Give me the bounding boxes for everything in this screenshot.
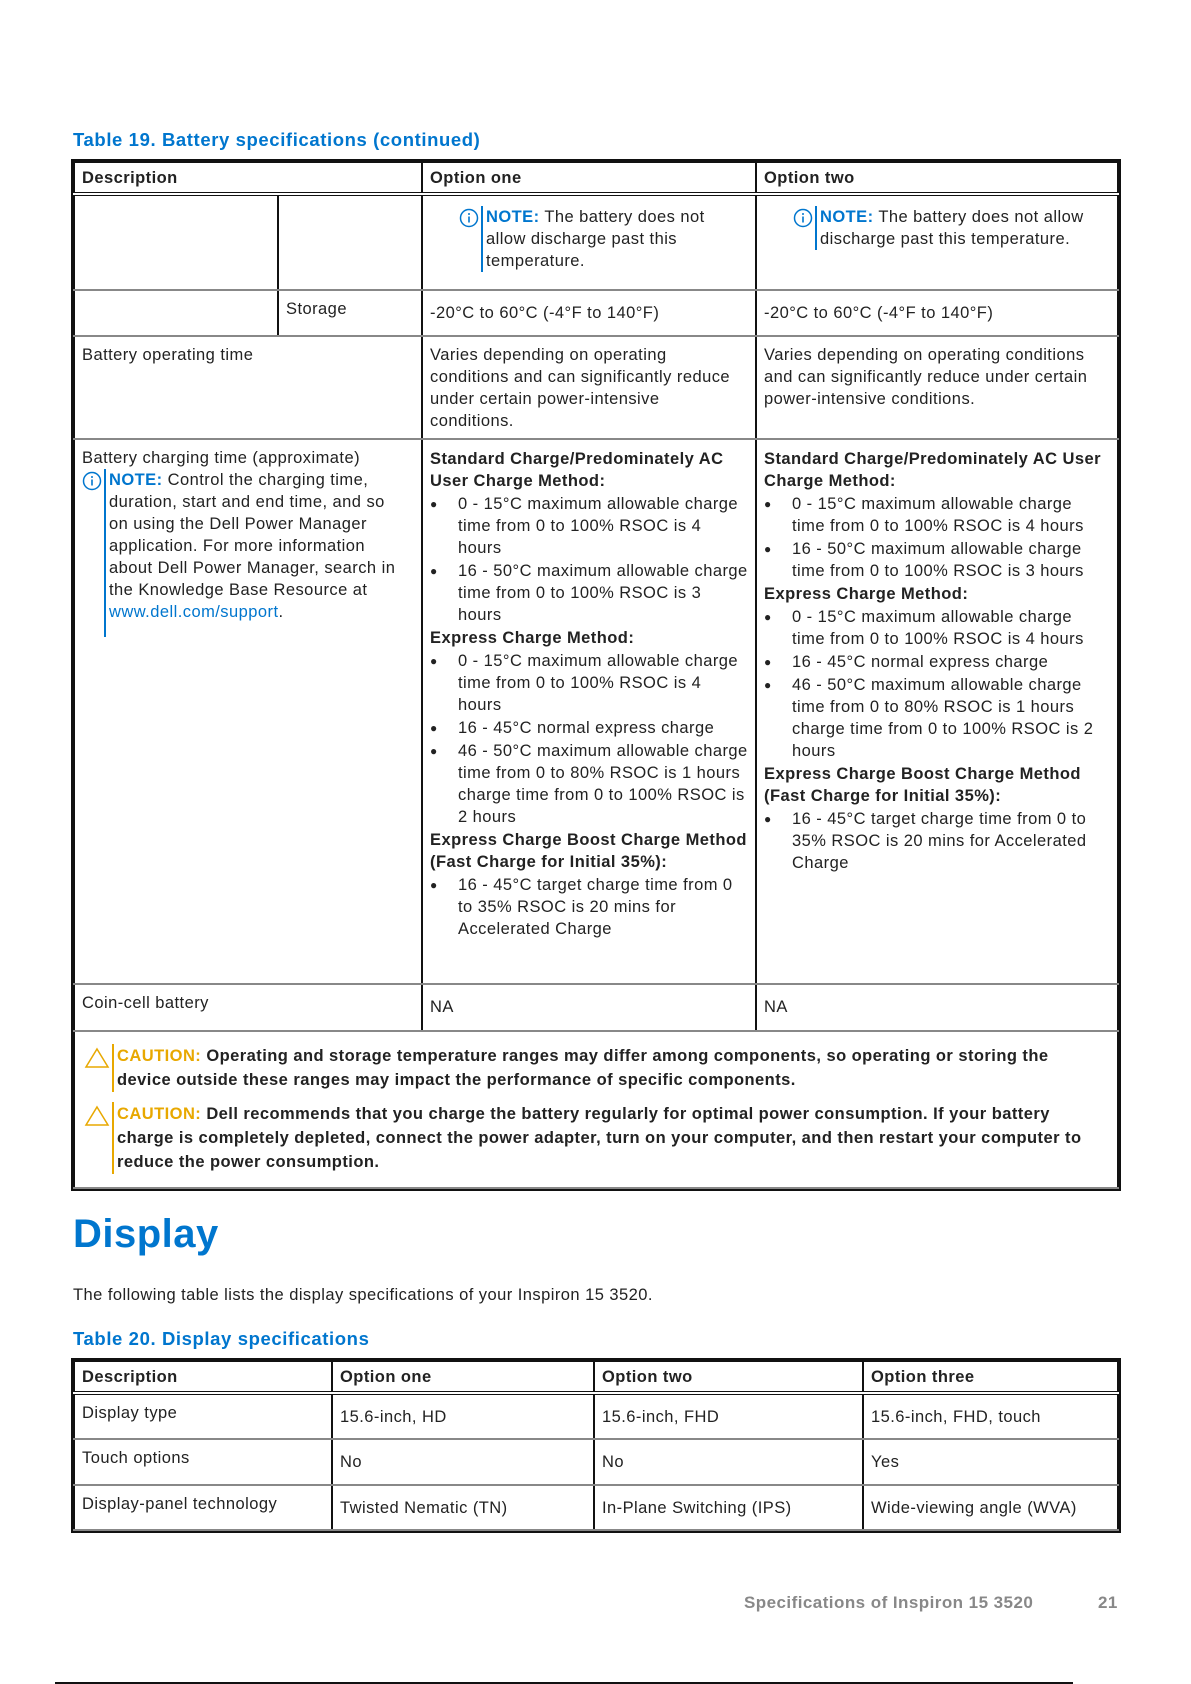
charging-time-label: Battery charging time (approximate) xyxy=(82,449,361,467)
info-icon xyxy=(82,471,104,497)
coin-cell-option-two: NA xyxy=(756,984,1118,1031)
express-charge-list xyxy=(430,650,748,828)
info-icon xyxy=(459,208,481,234)
note-option-two xyxy=(793,206,1110,250)
caution-2 xyxy=(79,1092,1107,1174)
caution-label: CAUTION: xyxy=(117,1105,202,1123)
boost-charge-heading: Express Charge Boost Charge Method (Fast Charge for Initial 35%): xyxy=(764,765,1081,805)
standard-charge-heading: Standard Charge/Predominately AC User Charge Method: xyxy=(430,450,724,490)
coin-cell-label: Coin-cell battery xyxy=(74,984,422,1031)
note-cell xyxy=(422,194,756,290)
header-description: Description xyxy=(74,162,422,194)
cell-value: Twisted Nematic (TN) xyxy=(332,1485,594,1530)
express-charge-heading: Express Charge Method: xyxy=(430,629,635,647)
list-item: ● 46 - 50°C maximum allowable charge time from 0 to 80% RSOC is 1 hours charge time from 0 to 100% RSOC is 2 hours xyxy=(430,740,748,828)
list-item: ● 46 - 50°C maximum allowable charge time from 0 to 80% RSOC is 1 hours charge time from 0 to 100% RSOC is 2 hours xyxy=(764,674,1110,762)
table-row xyxy=(74,1485,1118,1530)
note-cell xyxy=(756,194,1118,290)
warning-triangle-icon xyxy=(84,1105,112,1133)
table-row xyxy=(74,336,1118,439)
table20-caption: Table 20. Display specifications xyxy=(73,1328,370,1349)
coin-cell-option-one: NA xyxy=(422,984,756,1031)
cell-value: No xyxy=(332,1439,594,1485)
display-heading: Display xyxy=(73,1212,219,1256)
note-text: The battery does not allow discharge past this temperature. xyxy=(820,208,1084,248)
note-end: . xyxy=(278,603,284,621)
list-item: ● 0 - 15°C maximum allowable charge time from 0 to 100% RSOC is 4 hours xyxy=(430,493,748,559)
header-option-two: Option two xyxy=(756,162,1118,194)
note-option-one xyxy=(459,206,748,272)
list-item: ● 0 - 15°C maximum allowable charge time from 0 to 100% RSOC is 4 hours xyxy=(430,650,748,716)
page-number: 21 xyxy=(1098,1593,1118,1612)
cell-value: 15.6-inch, FHD, touch xyxy=(863,1393,1118,1439)
info-icon xyxy=(793,208,815,234)
charging-note xyxy=(82,469,414,637)
list-item: ● 16 - 45°C normal express charge xyxy=(764,651,1110,673)
cell-value: 15.6-inch, HD xyxy=(332,1393,594,1439)
list-item: ● 16 - 45°C target charge time from 0 to 35% RSOC is 20 mins for Accelerated Charge xyxy=(430,874,748,940)
boost-charge-list xyxy=(764,808,1110,874)
header-option-two: Option two xyxy=(594,1361,863,1393)
list-item: ● 16 - 50°C maximum allowable charge time from 0 to 100% RSOC is 3 hours xyxy=(764,538,1110,582)
caution-text: Operating and storage temperature ranges may differ among components, so operating or storing the device outside these ranges may impact the performance of specific components. xyxy=(117,1047,1049,1089)
storage-option-one: -20°C to 60°C (-4°F to 140°F) xyxy=(422,290,756,336)
display-intro: The following table lists the display specifications of your Inspiron 15 3520. xyxy=(73,1286,653,1304)
row-label: Display type xyxy=(74,1393,332,1439)
note-text: The battery does not allow discharge past this temperature. xyxy=(486,208,705,270)
standard-charge-list xyxy=(764,493,1110,582)
note-label: NOTE: xyxy=(109,471,163,489)
express-charge-list xyxy=(764,606,1110,762)
dell-support-link[interactable]: www.dell.com/support xyxy=(109,603,279,621)
note-label: NOTE: xyxy=(486,208,540,226)
operating-time-label: Battery operating time xyxy=(74,336,422,439)
list-item: ● 0 - 15°C maximum allowable charge time from 0 to 100% RSOC is 4 hours xyxy=(764,606,1110,650)
row-label: Touch options xyxy=(74,1439,332,1485)
table-header-row xyxy=(74,1361,1118,1393)
table-row xyxy=(74,439,1118,984)
list-item: ● 16 - 45°C target charge time from 0 to 35% RSOC is 20 mins for Accelerated Charge xyxy=(764,808,1110,874)
empty-cell xyxy=(74,290,278,336)
cell-value: In-Plane Switching (IPS) xyxy=(594,1485,863,1530)
cell-value: Wide-viewing angle (WVA) xyxy=(863,1485,1118,1530)
boost-charge-heading: Express Charge Boost Charge Method (Fast Charge for Initial 35%): xyxy=(430,831,747,871)
charging-option-two xyxy=(756,439,1118,984)
cell-value: Yes xyxy=(863,1439,1118,1485)
caution-label: CAUTION: xyxy=(117,1047,202,1065)
boost-charge-list xyxy=(430,874,748,940)
note-text: Control the charging time, duration, start and end time, and so on using the Dell Power Manager application. For more information about Dell Power Manager, search in the Knowledge Base Resource at xyxy=(109,471,396,599)
header-option-three: Option three xyxy=(863,1361,1118,1393)
header-option-one: Option one xyxy=(332,1361,594,1393)
charging-option-one xyxy=(422,439,756,984)
table-row xyxy=(74,194,1118,290)
list-item: ● 0 - 15°C maximum allowable charge time from 0 to 100% RSOC is 4 hours xyxy=(764,493,1110,537)
table19-caption: Table 19. Battery specifications (continued) xyxy=(73,129,481,150)
header-description: Description xyxy=(74,1361,332,1393)
operating-time-option-one: Varies depending on operating conditions and can significantly reduce under certain power-intensive conditions. xyxy=(422,336,756,439)
cell-value: No xyxy=(594,1439,863,1485)
caution-row xyxy=(74,1031,1118,1188)
row-label: Display-panel technology xyxy=(74,1485,332,1530)
caution-cell xyxy=(74,1031,1118,1188)
note-label: NOTE: xyxy=(820,208,874,226)
warning-triangle-icon xyxy=(84,1047,112,1075)
empty-cell xyxy=(278,194,422,290)
table-row xyxy=(74,290,1118,336)
caution-1 xyxy=(79,1036,1107,1092)
display-spec-table xyxy=(73,1360,1119,1531)
operating-time-option-two: Varies depending on operating conditions and can significantly reduce under certain power-intensive conditions. xyxy=(756,336,1118,439)
table-row xyxy=(74,1393,1118,1439)
list-item: ● 16 - 45°C normal express charge xyxy=(430,717,748,739)
cell-value: 15.6-inch, FHD xyxy=(594,1393,863,1439)
battery-spec-table xyxy=(73,161,1119,1189)
express-charge-heading: Express Charge Method: xyxy=(764,585,969,603)
caution-text: Dell recommends that you charge the battery regularly for optimal power consumption. If your battery charge is completely depleted, connect the power adapter, turn on your computer, and then restart your computer to reduce the power consumption. xyxy=(117,1105,1082,1171)
table-row xyxy=(74,1439,1118,1485)
table-row xyxy=(74,984,1118,1031)
storage-label: Storage xyxy=(278,290,422,336)
empty-cell xyxy=(74,194,278,290)
list-item: ● 16 - 50°C maximum allowable charge time from 0 to 100% RSOC is 3 hours xyxy=(430,560,748,626)
charging-time-cell xyxy=(74,439,422,984)
standard-charge-list xyxy=(430,493,748,626)
storage-option-two: -20°C to 60°C (-4°F to 140°F) xyxy=(756,290,1118,336)
table-header-row xyxy=(74,162,1118,194)
header-option-one: Option one xyxy=(422,162,756,194)
standard-charge-heading: Standard Charge/Predominately AC User Charge Method: xyxy=(764,450,1101,490)
footer-title: Specifications of Inspiron 15 3520 xyxy=(744,1593,1034,1612)
